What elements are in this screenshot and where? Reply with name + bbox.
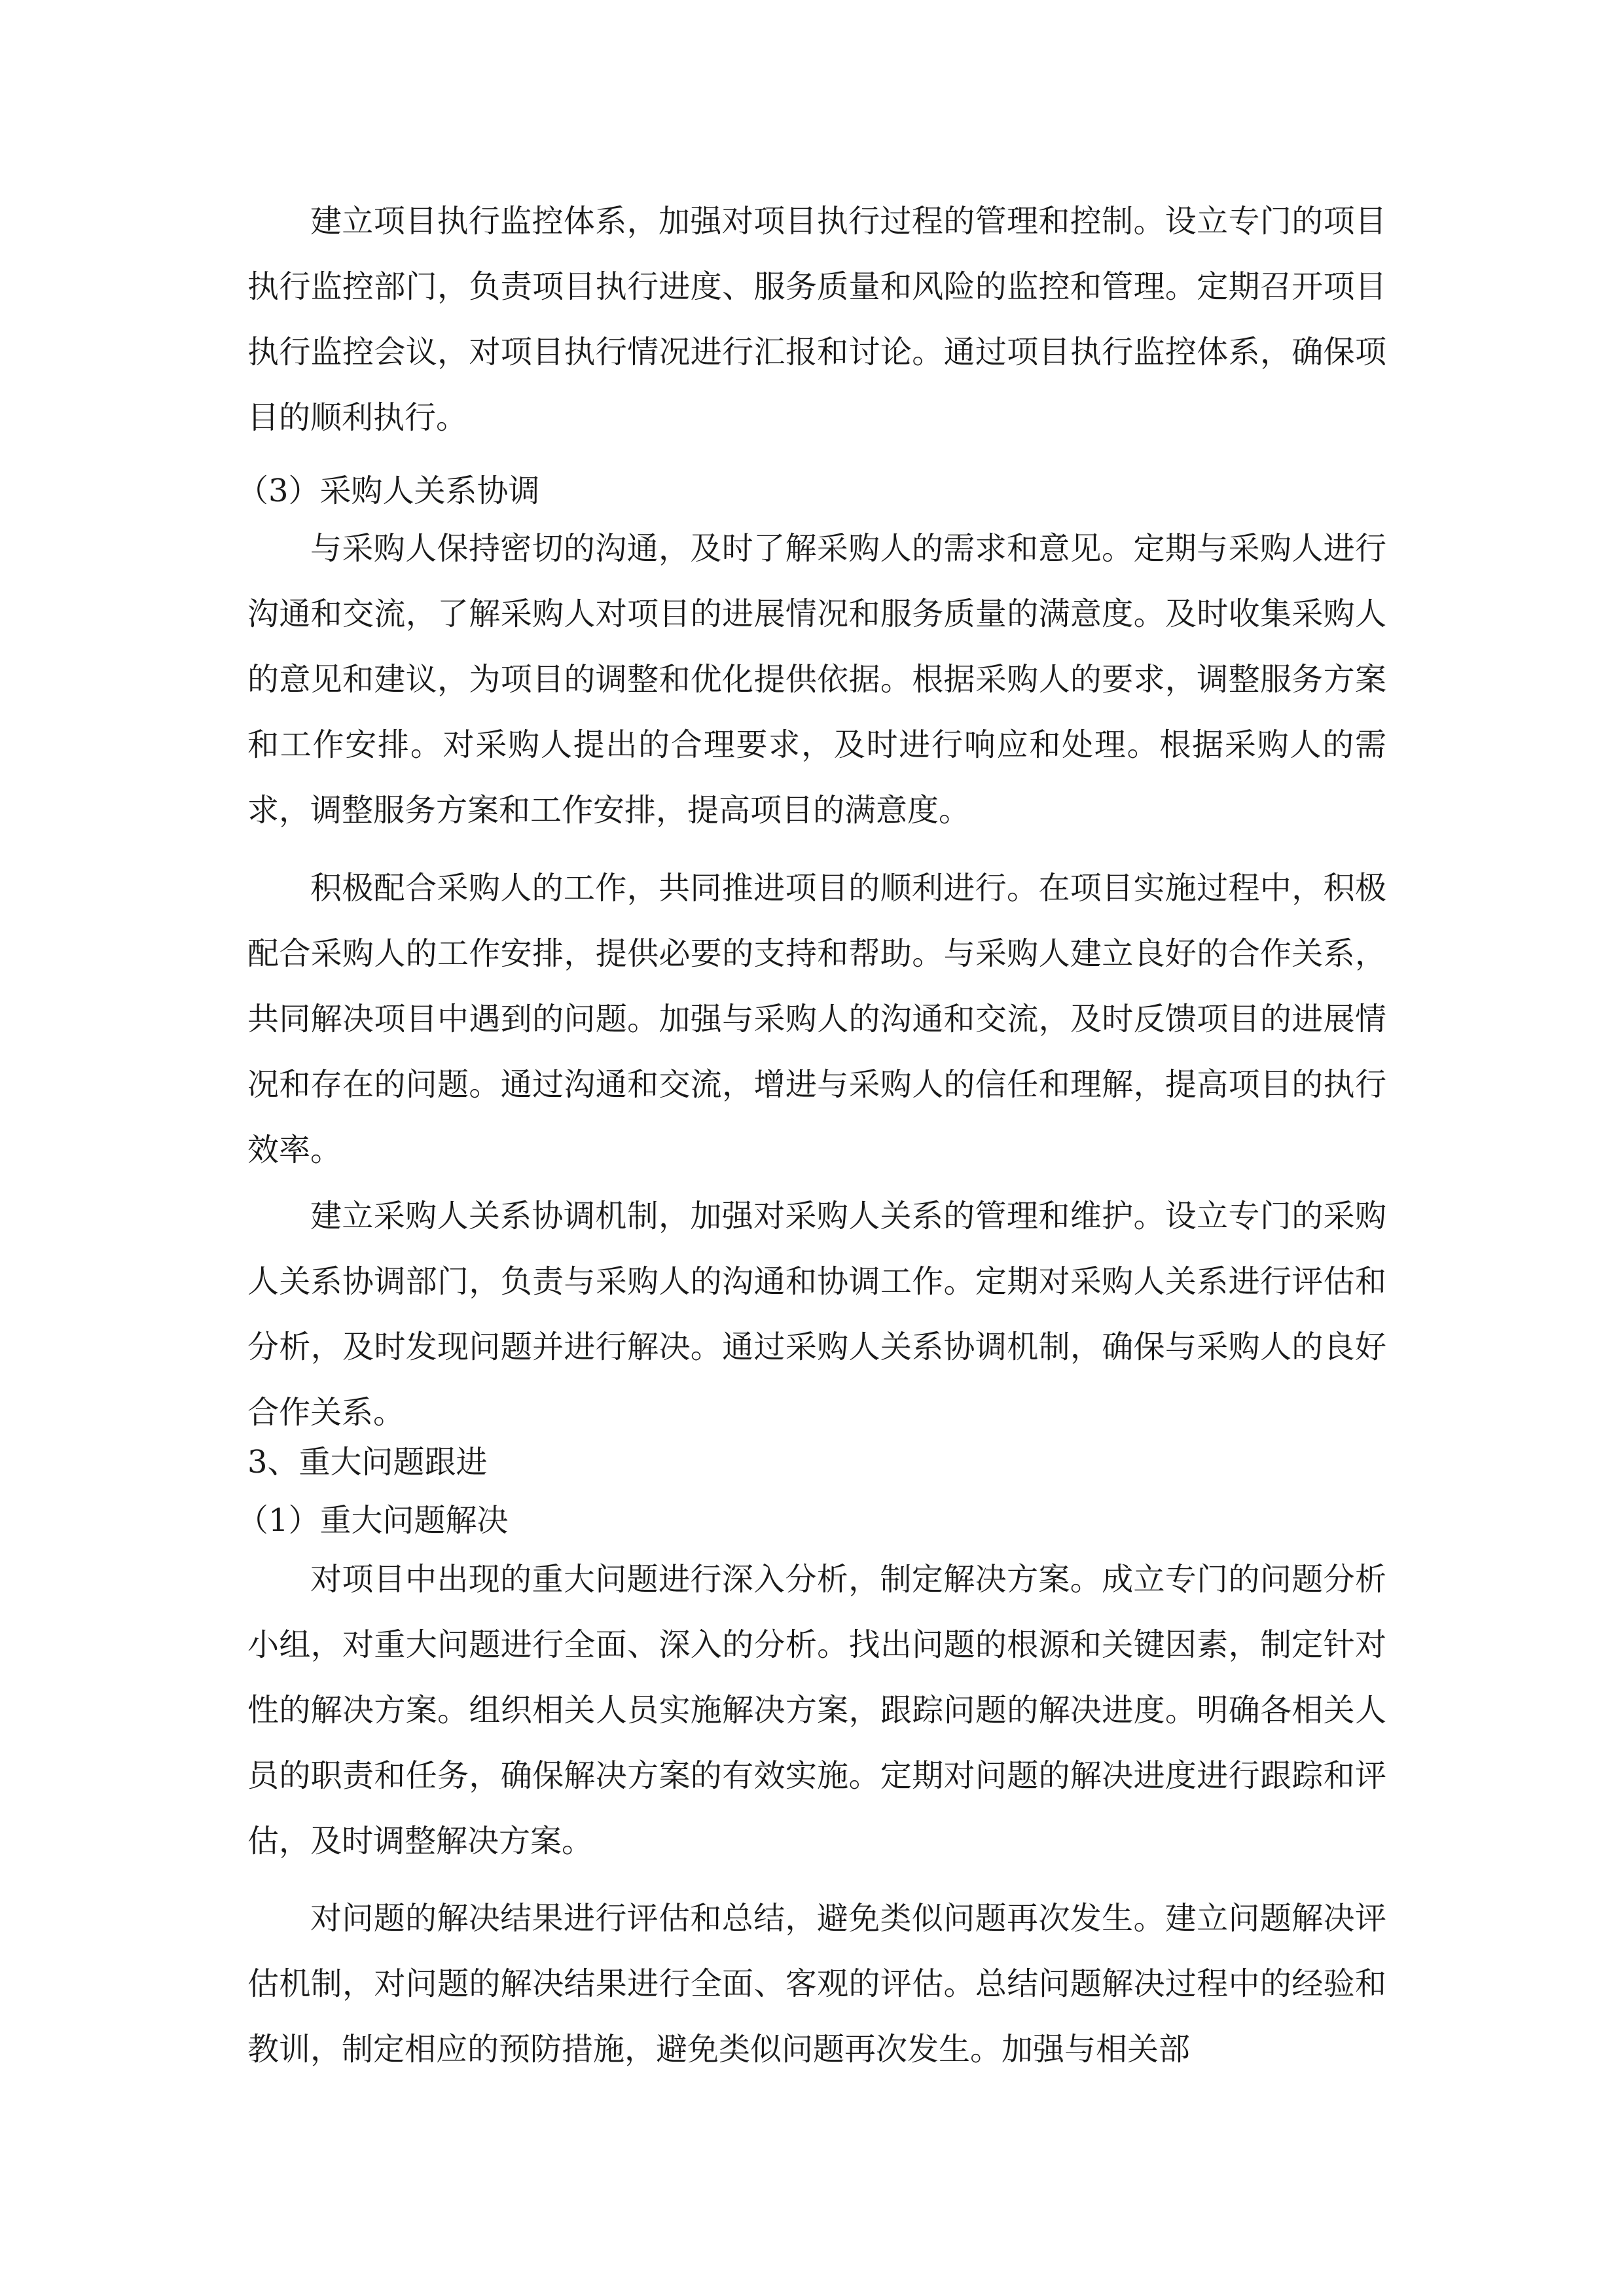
subheading-major-issue-resolution: （1）重大问题解决 — [237, 1502, 509, 1539]
paragraph-procurement-communication: 与采购人保持密切的沟通，及时了解采购人的需求和意见。定期与采购人进行沟通和交流，了解采购人对项目的进展情况和服务质量的满意度。及时收集采购人的意见和建议，为项目的调整和优化提供依据。根据采购人的要求，调整服务方案和工作安排。对采购人提出的合理要求，及时进行响应和处理。根据采购人的需求，调整服务方案和工作安排，提高项目的满意度。 — [247, 530, 1386, 829]
paragraph-monitoring-system: 建立项目执行监控体系，加强对项目执行过程的管理和控制。设立专门的项目执行监控部门，负责项目执行进度、服务质量和风险的监控和管理。定期召开项目执行监控会议，对项目执行情况进行汇报和讨论。通过项目执行监控体系，确保项目的顺利执行。 — [247, 203, 1386, 436]
section-heading-major-issue-followup: 3、重大问题跟进 — [247, 1444, 488, 1480]
paragraph-issue-evaluation: 对问题的解决结果进行评估和总结，避免类似问题再次发生。建立问题解决评估机制，对问题的解决结果进行全面、客观的评估。总结问题解决过程中的经验和教训，制定相应的预防措施，避免类似问题再次发生。加强与相关部 — [247, 1900, 1386, 2068]
paragraph-procurement-cooperation: 积极配合采购人的工作，共同推进项目的顺利进行。在项目实施过程中，积极配合采购人的工作安排，提供必要的支持和帮助。与采购人建立良好的合作关系，共同解决项目中遇到的问题。加强与采购人的沟通和交流，及时反馈项目的进展情况和存在的问题。通过沟通和交流，增进与采购人的信任和理解，提高项目的执行效率。 — [247, 870, 1386, 1168]
subheading-procurement-coordination: （3）采购人关系协调 — [237, 473, 540, 509]
paragraph-issue-analysis: 对项目中出现的重大问题进行深入分析，制定解决方案。成立专门的问题分析小组，对重大问题进行全面、深入的分析。找出问题的根源和关键因素，制定针对性的解决方案。组织相关人员实施解决方案，跟踪问题的解决进度。明确各相关人员的职责和任务，确保解决方案的有效实施。定期对问题的解决进度进行跟踪和评估，及时调整解决方案。 — [247, 1561, 1386, 1859]
paragraph-procurement-mechanism: 建立采购人关系协调机制，加强对采购人关系的管理和维护。设立专门的采购人关系协调部门，负责与采购人的沟通和协调工作。定期对采购人关系进行评估和分析，及时发现问题并进行解决。通过采购人关系协调机制，确保与采购人的良好合作关系。 — [247, 1198, 1386, 1431]
